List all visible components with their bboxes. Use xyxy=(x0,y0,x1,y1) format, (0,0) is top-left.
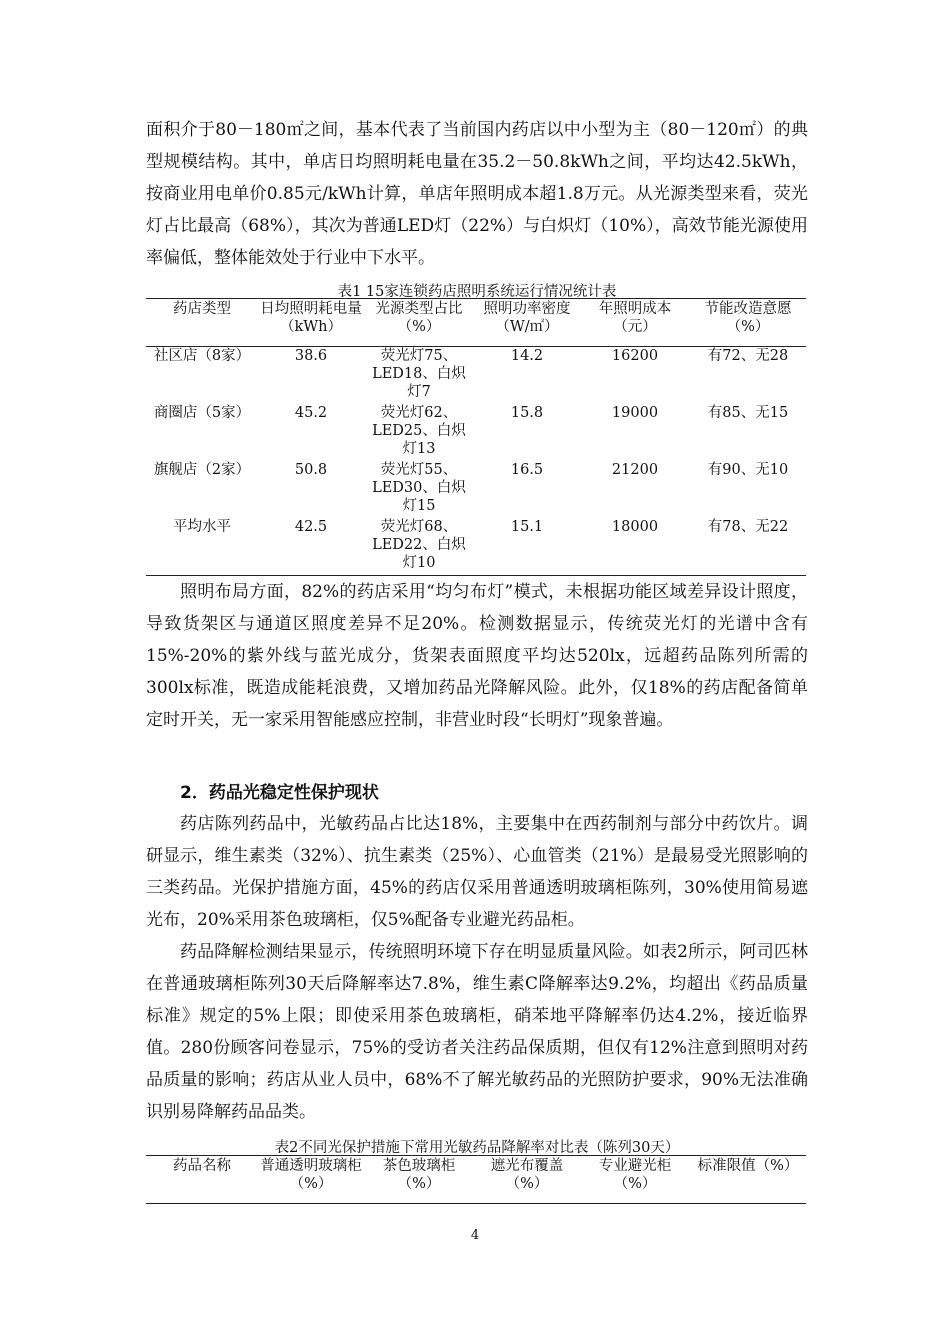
table1-caption: 表1 15家连锁药店照明系统运行情况统计表 xyxy=(337,284,617,300)
table2-header-cell: 药品名称 xyxy=(173,1158,231,1174)
table1-header-row xyxy=(146,299,806,347)
table1-header-cell: 药店类型 xyxy=(173,301,231,317)
table1-header-cell: 节能改造意愿（%） xyxy=(704,301,792,335)
table-cell: 15.8 xyxy=(510,405,544,421)
table2-header-cell: 普通透明玻璃柜（%） xyxy=(260,1158,362,1192)
paragraph-degradation: 药品降解检测结果显示，传统照明环境下存在明显质量风险。如表2所示，阿司匹林在普通玻璃柜陈列30天后降解率达7.8%，维生素C降解率达9.2%，均超出《药品质量标准》规定的5%上限；即使采用茶色玻璃柜，硝苯地平降解率仍达4.2%，接近临界值。280份顾客问卷显示，75%的受访者关注药品保质期，但仅有12%注意到照明对药品质量的影响；药店从业人员中，68%不了解光敏药品的光照防护要求，90%无法准确识别易降解药品品类。 xyxy=(146,942,808,1122)
table-cell: 有85、无15 xyxy=(707,405,789,421)
table-cell: 平均水平 xyxy=(173,519,231,535)
page-number: 4 xyxy=(470,1228,480,1243)
table2 xyxy=(146,1155,806,1204)
table-row xyxy=(146,461,806,518)
table-cell: 19000 xyxy=(611,405,659,421)
table-cell: 42.5 xyxy=(294,519,328,535)
paragraph-intro: 面积介于80－180㎡之间，基本代表了当前国内药店以中小型为主（80－120㎡）的典型规模结构。其中，单店日均照明耗电量在35.2－50.8kWh之间，平均达42.5kWh，按商业用电单价0.85元/kWh计算，单店年照明成本超1.8万元。从光源类型来看，荧光灯占比最高（68%），其次为普通LED灯（22%）与白炽灯（10%），高效节能光源使用率偏低，整体能效处于行业中下水平。 xyxy=(146,120,808,268)
paragraph-protection: 药店陈列药品中，光敏药品占比达18%，主要集中在西药制剂与部分中药饮片。调研显示，维生素类（32%）、抗生素类（25%）、心血管类（21%）是最易受光照影响的三类药品。光保护措施方面，45%的药店仅采用普通透明玻璃柜陈列，30%使用简易遮光布，20%采用茶色玻璃柜，仅5%配备专业避光药品柜。 xyxy=(146,814,808,930)
table-cell: 荧光灯55、LED30、白炽灯15 xyxy=(372,462,466,514)
table-cell: 社区店（8家） xyxy=(153,348,251,364)
table2-header-cell: 遮光布覆盖（%） xyxy=(490,1158,564,1192)
table-cell: 21200 xyxy=(611,462,659,478)
table-cell: 有78、无22 xyxy=(707,519,789,535)
table-row xyxy=(146,518,806,576)
table-cell: 商圈店（5家） xyxy=(153,405,251,421)
table-cell: 14.2 xyxy=(510,348,544,364)
table-cell: 16200 xyxy=(611,348,659,364)
table-cell: 荧光灯68、LED22、白炽灯10 xyxy=(372,519,466,571)
table-row xyxy=(146,404,806,461)
table2-header-cell: 标准限值（%） xyxy=(697,1158,799,1174)
table-cell: 50.8 xyxy=(294,462,328,478)
table-cell: 旗舰店（2家） xyxy=(153,462,251,478)
paragraph-lighting-layout: 照明布局方面，82%的药店采用“均匀布灯”模式，未根据功能区域差异设计照度，导致货架区与通道区照度差异不足20%。检测数据显示，传统荧光灯的光谱中含有15%-20%的紫外线与蓝光成分，货架表面照度平均达520lx，远超药品陈列所需的300lx标准，既造成能耗浪费，又增加药品光降解风险。此外，仅18%的药店配备简单定时开关，无一家采用智能感应控制，非营业时段“长明灯”现象普遍。 xyxy=(146,582,808,730)
table2-header-cell: 专业避光柜（%） xyxy=(598,1158,672,1192)
table2-caption: 表2不同光保护措施下常用光敏药品降解率对比表（陈列30天） xyxy=(274,1140,680,1156)
table1-header-cell: 日均照明耗电量（kWh） xyxy=(260,301,362,335)
table1 xyxy=(146,298,806,576)
table-cell: 15.1 xyxy=(510,519,544,535)
table-cell: 荧光灯62、LED25、白炽灯13 xyxy=(372,405,466,457)
table1-header-cell: 光源类型占比（%） xyxy=(375,301,463,335)
table-cell: 18000 xyxy=(611,519,659,535)
table-cell: 16.5 xyxy=(510,462,544,478)
table1-header-cell: 年照明成本（元） xyxy=(598,301,672,335)
table1-header-cell: 照明功率密度（W/㎡） xyxy=(483,301,571,335)
section-heading: 2．药品光稳定性保护现状 xyxy=(180,783,379,803)
table-cell: 有72、无28 xyxy=(707,348,789,364)
table-cell: 45.2 xyxy=(294,405,328,421)
table-cell: 荧光灯75、LED18、白炽灯7 xyxy=(372,348,466,400)
table-cell: 38.6 xyxy=(294,348,328,364)
table2-header-cell: 茶色玻璃柜（%） xyxy=(382,1158,456,1192)
table2-header-row xyxy=(146,1156,806,1204)
table-row xyxy=(146,347,806,405)
table-cell: 有90、无10 xyxy=(707,462,789,478)
